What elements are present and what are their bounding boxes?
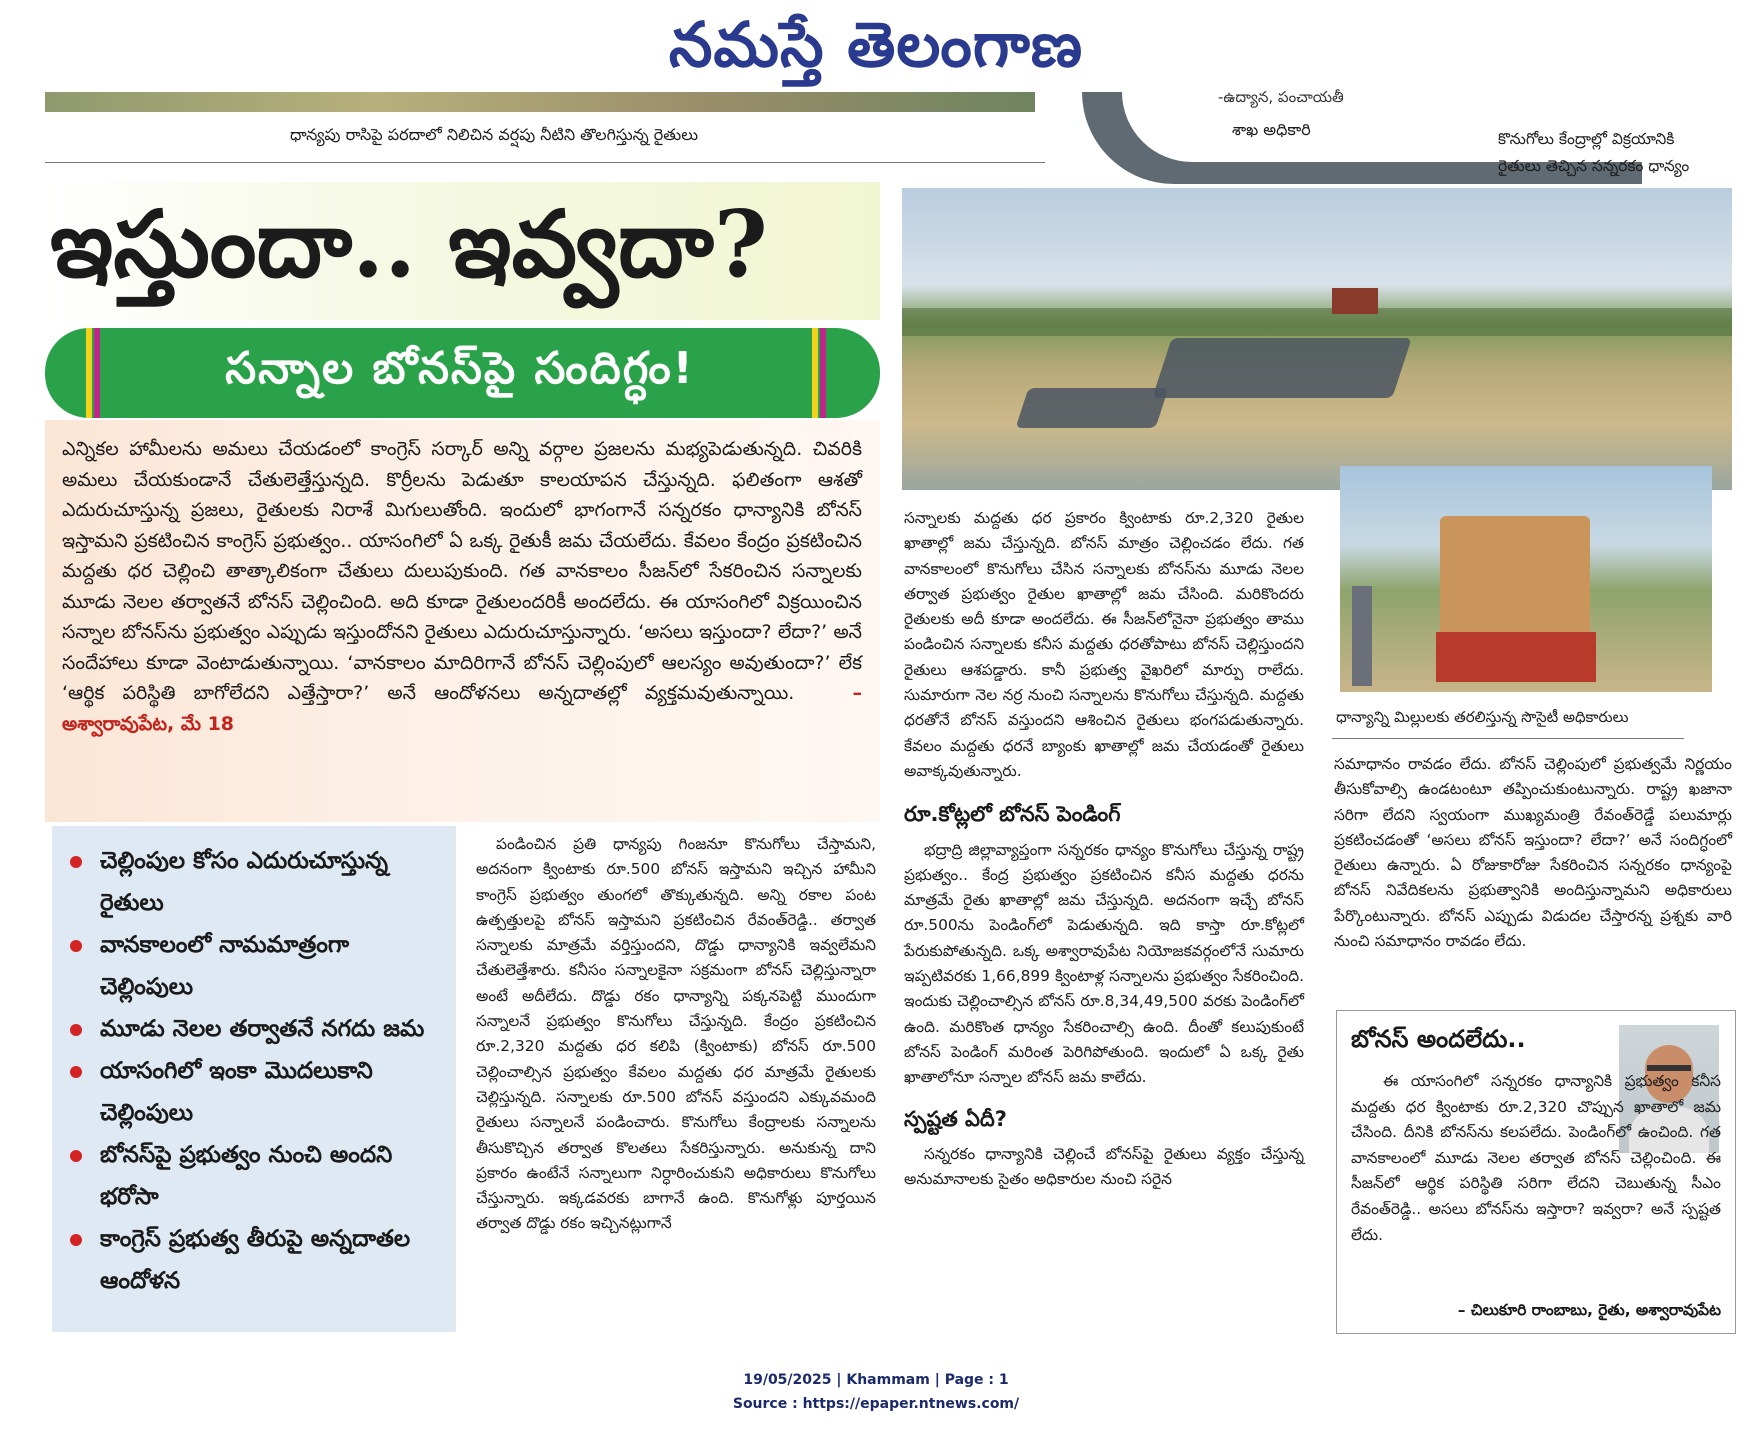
bullet-dot — [70, 940, 82, 952]
lead-paragraph — [62, 434, 862, 739]
highlight-item: బోనస్‌పై ప్రభుత్వం నుంచి అందని భరోసా — [62, 1134, 446, 1218]
truck-photo-caption: ధాన్యాన్ని మిల్లులకు తరలిస్తున్న సొసైటీ అధికారులు — [1336, 708, 1629, 726]
quote-title: బోనస్ అందలేదు.. — [1351, 1025, 1526, 1053]
official-designation: శాఖ అధికారి — [1232, 120, 1311, 139]
top-photo-caption: ధాన్యపు రాసిపై పరదాలో నిలిచిన వర్షపు నీటిని తొలగిస్తున్న రైతులు — [290, 125, 699, 144]
truck-loading-photo — [1340, 466, 1712, 692]
highlight-item: వానకాలంలో నామమాత్రంగా చెల్లింపులు — [62, 924, 446, 1008]
masthead: నమస్తే తెలంగాణ — [668, 8, 1084, 81]
caption-divider — [1332, 738, 1684, 739]
right-caption-line2: రైతులు తెచ్చిన సన్నరకం ధాన్యం — [1498, 157, 1690, 175]
banner-stripe-magenta — [94, 328, 100, 418]
paddy-drying-photo — [902, 188, 1732, 490]
highlight-item: మూడు నెలల తర్వాతనే నగదు జమ — [62, 1008, 446, 1050]
right-caption-line1: కొనుగోలు కేంద్రాల్లో విక్రయానికి — [1498, 130, 1675, 148]
top-photo-strip — [45, 92, 1035, 112]
subhead-clarity: స్పష్టత ఏదీ? — [904, 1106, 1007, 1131]
lead-text: ఎన్నికల హామీలను అమలు చేయడంలో కాంగ్రెస్ సర్కార్ అన్ని వర్గాల ప్రజలను మభ్యపెడుతున్నది. చివరికి అమలు చేయకుండానే చేతులెత్తేస్తున్నది. కొర్రీలను పెడుతూ కాలయాపన చేస్తున్నది. ఫలితంగా ఆశతో ఎదురుచూస్తున్న ప్రజలు, రైతులకు నిరాశే మిగులుతోంది. ఇందులో భాగంగానే సన్నరకం ధాన్యానికి బోనస్ ఇస్తామని ప్రకటించిన కాంగ్రెస్ ప్రభుత్వం.. యాసంగిలో ఏ ఒక్క రైతుకీ జమ చేయలేదు. కేవలం కేంద్రం ప్రకటించిన మద్దతు ధర చెల్లించి తాత్కాలికంగా చేతులు దులుపుకుంది. గత వానకాలం సీజన్‌లో సేకరించిన సన్నాలకు మూడు నెలల తర్వాతనే బోనస్ చెల్లించింది. అది కూడా రైతులందరికీ అందలేదు. ఈ యాసంగిలో విక్రయించిన సన్నాల బోనస్‌ను ప్రభుత్వం ఎప్పుడు ఇస్తుందోనని రైతులు ఎదురుచూస్తున్నారు. ‘అసలు ఇస్తుందా? లేదా?’ అనే సందేహాలు కూడా వెంటాడుతున్నాయి. ‘వానకాలం మాదిరిగానే బోనస్ చెల్లింపులో ఆలస్యం అవుతుందా?’ లేక ‘ఆర్థిక పరిస్థితి బాగోలేదని ఎత్తేస్తారా?’ అనే ఆందోళనలు అన్నదాతల్లో వ్యక్తమవుతున్నాయి. — [62, 438, 862, 704]
bullet-dot — [70, 1234, 82, 1246]
highlights-box — [52, 826, 456, 1332]
highlights-list — [62, 840, 446, 1302]
quote-text: ఈ యాసంగిలో సన్నరకం ధాన్యానికి ప్రభుత్వం కనీస మద్దతు ధర క్వింటాకు రూ.2,320 చొప్పున ఖాతాలో జమ చేసింది. దీనికి బోనస్‌ను కలపలేదు. పెండింగ్‌లో ఉంచింది. గత వానకాలంలో మూడు నెలల తర్వాత బోనస్ చెల్లించింది. ఈ సీజన్‌లో ఆర్థిక పరిస్థితి సరిగా లేదని చెబుతున్న సీఎం రేవంత్‌రెడ్డి.. అసలు బోనస్‌ను ఇస్తారా? ఇవ్వరా? అనే స్పష్టత లేదు. — [1351, 1072, 1721, 1244]
farmer-quote-box — [1336, 1010, 1736, 1334]
quote-attribution: – చిలుకూరి రాంబాబు, రైతు, అశ్వారావుపేట — [1457, 1301, 1721, 1319]
official-cut-text: -ఉద్యాన, పంచాయతీ — [1218, 88, 1344, 106]
bullet-dot — [70, 1066, 82, 1078]
bullet-dot — [70, 1150, 82, 1162]
highlight-item: యాసంగిలో ఇంకా మొదలుకాని చెల్లింపులు — [62, 1050, 446, 1134]
article-column-2: పండించిన ప్రతి ధాన్యపు గింజనూ కొనుగోలు చేస్తామని, అదనంగా క్వింటాకు రూ.500 బోనస్ ఇస్తామని ఇచ్చిన హామీని కాంగ్రెస్ ప్రభుత్వం తుంగలో తొక్కుతున్నది. అన్ని రకాల పంట ఉత్పత్తులపై బోనస్ ఇస్తామని ప్రకటించిన రేవంత్‌రెడ్డి.. తర్వాత సన్నాలకు మాత్రమే వర్తిస్తుందని, దొడ్డు ధాన్యానికి ఇవ్వలేమని చేతులెత్తేశారు. కనీసం సన్నాలకైనా సక్రమంగా బోనస్ చెల్లిస్తున్నారా అంటే అదీలేదు. దొడ్డు రకం ధాన్యాన్ని పక్కనపెట్టి ముందుగా సన్నాలనే ప్రభుత్వం కొనుగోలు చేస్తున్నది. కేంద్రం ప్రకటించిన రూ.2,320 మద్దతు ధర కలిపి (క్వింటాకు) బోనస్ రూ.500 చెల్లించాల్సిన ప్రభుత్వం కేవలం మద్దతు ధర మాత్రమే రైతులకు చెల్లిస్తున్నది. సన్నాలకు రూ.500 బోనస్ వస్తుందని ఎక్కువమంది రైతులు సన్నాలనే పండించారు. కొనుగోలు కేంద్రాలకు సన్నాలను తీసుకొచ్చిన తర్వాత కొలతలు సేకరిస్తున్నారు. అనుకున్న దాని ప్రకారం ఉంటేనే సన్నాలుగా నిర్ధారించుకుని అధికారులు కొనుగోలు చేస్తున్నారు. ఇక్కడవరకు బాగానే ఉంది. కొనుగోళ్లు పూర్తయిన తర్వాత దొడ్డు రకం ఇచ్చినట్లుగానే — [476, 835, 876, 1233]
subheadline: సన్నాల బోనస్‌పై సందిగ్ధం! — [225, 343, 695, 394]
headline: ఇస్తుందా.. ఇవ్వదా? — [50, 190, 768, 298]
footer-date-line: 19/05/2025 | Khammam | Page : 1 — [743, 1372, 1009, 1388]
banner-stripe-yellow — [86, 328, 92, 418]
bullet-dot — [70, 856, 82, 868]
banner-stripe-magenta-right — [820, 328, 826, 418]
banner-stripe-yellow-right — [812, 328, 818, 418]
footer-source-line: Source : https://epaper.ntnews.com/ — [732, 1396, 1020, 1412]
top-divider — [45, 162, 1045, 163]
article-column-4: సమాధానం రావడం లేదు. బోనస్ చెల్లింపులో ప్రభుత్వమే నిర్ణయం తీసుకోవాల్సి ఉండటంటూ తప్పించుకుంటున్నారు. రాష్ట్ర ఖజానా సరిగా లేదని స్వయంగా ముఖ్యమంత్రి రేవంత్‌రెడ్డే పలుమార్లు ప్రకటించడంతో ‘అసలు బోనస్ ఇస్తుందా? లేదా?’ అనే సందిగ్ధంలో రైతులు ఉన్నారు. ఏ రోజుకారోజు సేకరించిన సన్నరకం ధాన్యంపై బోనస్ నివేదికలను ప్రభుత్వానికి అందిస్తున్నామని అధికారులు పేర్కొంటున్నారు. బోనస్ ఎప్పుడు విడుదల చేస్తారన్న ప్రశ్నకు వారి నుంచి సమాధానం రావడం లేదు. — [1334, 755, 1732, 951]
subhead-bonus-pending: రూ.కోట్లలో బోనస్ పెండింగ్ — [904, 802, 1121, 827]
bullet-dot — [70, 1024, 82, 1036]
article-column-3: సన్నాలకు మద్దతు ధర ప్రకారం క్వింటాకు రూ.2,320 రైతుల ఖాతాల్లో జమ చేస్తున్నది. బోనస్ మాత్రం చెల్లించడం లేదు. గత వానకాలంలో కొనుగోలు చేసిన సన్నాలకు బోనస్‌ను మూడు నెలల తర్వాత ప్రభుత్వం రైతుల ఖాతాల్లో జమ చేసింది. మరికొందరు రైతులకు అదీ కూడా అందలేదు. ఈ సీజన్‌లోనైనా ప్రభుత్వం తాము పండించిన సన్నాలకు కనీస మద్దతు ధరతోపాటు బోనస్ చెల్లిస్తుందని రైతులు ఆశపడ్డారు. కానీ ప్రభుత్వ వైఖరిలో మార్పు రాలేదు. సుమారుగా నెల నర్ర నుంచి సన్నాలను కొనుగోలు చేస్తున్నది. మద్దతు ధరతోనే బోనస్ వస్తుందని ఆశించిన రైతులు భంగపడుతున్నారు. కేవలం మద్దతు ధరనే బ్యాంకు ఖాతాల్లో జమ చేయడంతో రైతులు అవాక్కవుతున్నారు. రూ.కోట్లలో బోనస్ పెండింగ్ భద్రాద్రి జిల్లావ్యాప్తంగా సన్నరకం ధాన్యం కొనుగోలు చేస్తున్న రాష్ట్ర ప్రభుత్వం.. కేంద్ర ప్రభుత్వం ప్రకటించిన కనీస మద్దతు ధరను మాత్రమే రైతు ఖాతాల్లో జమ చేస్తున్నది. అదనంగా ఇచ్చే బోనస్ రూ.500ను పెండింగ్‌లో పెడుతున్నది. ఇది కాస్తా రూ.కోట్లలో పేరుకుపోతున్నది. ఒక్క అశ్వారావుపేట నియోజకవర్గంలోనే సుమారు ఇప్పటివరకు 1,66,899 క్వింటాళ్ల సన్నాలను ప్రభుత్వం సేకరించింది. ఇందుకు చెల్లించాల్సిన బోనస్ రూ.8,34,49,500 వరకు పెండింగ్‌లో ఉంది. మరికొంత ధాన్యం సేకరించాల్సి ఉంది. దీంతో కలుపుకుంటే బోనస్ పెండింగ్ మరింత పెరిగిపోతుంది. ఇందులో ఏ ఒక్క రైతు ఖాతాలోనూ సన్నాల బోనస్ జమ కాలేదు. స్పష్టత ఏదీ? సన్నరకం ధాన్యానికి చెల్లించే బోనస్‌పై రైతులు వ్యక్తం చేస్తున్న అనుమానాలకు సైతం అధికారుల నుంచి సరైన — [904, 509, 1304, 1189]
highlight-item: కాంగ్రెస్ ప్రభుత్వ తీరుపై అన్నదాతల ఆందోళన — [62, 1218, 446, 1302]
dateline: – అశ్వారావుపేట, మే 18 — [62, 682, 862, 735]
highlight-item: చెల్లింపుల కోసం ఎదురుచూస్తున్న రైతులు — [62, 840, 446, 924]
